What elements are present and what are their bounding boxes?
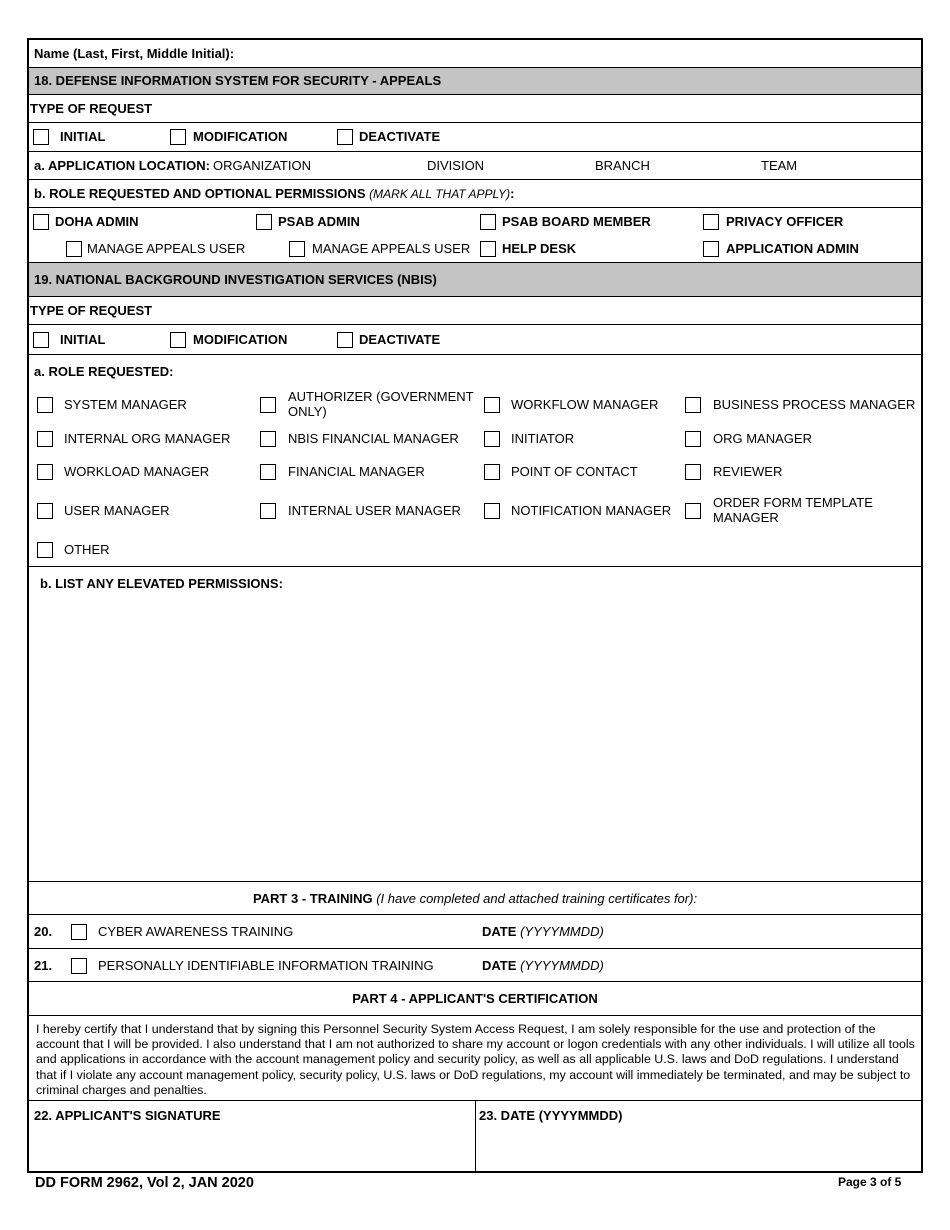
nbis-financial-manager-checkbox[interactable] [260, 431, 276, 447]
authorizer-label: AUTHORIZER (GOVERNMENT ONLY) [288, 389, 474, 419]
elevated-permissions-label: b. LIST ANY ELEVATED PERMISSIONS: [40, 576, 283, 591]
psab-admin-label: PSAB ADMIN [278, 214, 360, 229]
internal-org-manager-label: INTERNAL ORG MANAGER [64, 431, 231, 446]
modification-label-19: MODIFICATION [193, 332, 288, 347]
doha-admin-label: DOHA ADMIN [55, 214, 139, 229]
psab-board-member-label: PSAB BOARD MEMBER [502, 214, 651, 229]
section-18-request-options [29, 123, 921, 152]
part-3-header [29, 882, 921, 915]
modification-checkbox-19[interactable] [170, 332, 186, 348]
section-19-header [29, 263, 921, 297]
item-21-number: 21. [34, 958, 53, 973]
signature-date-field[interactable] [476, 1101, 921, 1173]
cyber-awareness-checkbox[interactable] [71, 924, 87, 940]
training-row-21 [29, 949, 921, 982]
privacy-officer-label: PRIVACY OFFICER [726, 214, 844, 229]
signature-date-label: 23. DATE (YYYYMMDD) [479, 1108, 623, 1123]
point-of-contact-checkbox[interactable] [484, 464, 500, 480]
order-form-template-manager-label: ORDER FORM TEMPLATE MANAGER [713, 495, 873, 525]
name-row[interactable] [29, 40, 921, 68]
applicant-signature-label: 22. APPLICANT'S SIGNATURE [34, 1108, 221, 1123]
reviewer-checkbox[interactable] [685, 464, 701, 480]
workload-manager-checkbox[interactable] [37, 464, 53, 480]
applicant-signature-field[interactable] [29, 1101, 475, 1173]
deactivate-checkbox-19[interactable] [337, 332, 353, 348]
help-desk-checkbox[interactable] [480, 241, 496, 257]
other-checkbox[interactable] [37, 542, 53, 558]
section-18-title: 18. DEFENSE INFORMATION SYSTEM FOR SECURITY - APPEALS [34, 73, 442, 88]
initial-label: INITIAL [60, 129, 106, 144]
point-of-contact-label: POINT OF CONTACT [511, 464, 638, 479]
team-field-label: TEAM [761, 158, 798, 173]
psab-admin-checkbox[interactable] [256, 214, 272, 230]
initial-label-19: INITIAL [60, 332, 106, 347]
type-of-request-label-19: TYPE OF REQUEST [30, 303, 153, 318]
application-location-label: a. APPLICATION LOCATION: [34, 158, 210, 173]
psab-board-member-checkbox[interactable] [480, 214, 496, 230]
business-process-manager-label: BUSINESS PROCESS MANAGER [713, 397, 916, 412]
notification-manager-checkbox[interactable] [484, 503, 500, 519]
nbis-financial-manager-label: NBIS FINANCIAL MANAGER [288, 431, 459, 446]
name-label: Name (Last, First, Middle Initial): [34, 46, 235, 61]
org-manager-checkbox[interactable] [685, 431, 701, 447]
workload-manager-label: WORKLOAD MANAGER [64, 464, 210, 479]
initiator-checkbox[interactable] [484, 431, 500, 447]
other-label: OTHER [64, 542, 110, 557]
notification-manager-label: NOTIFICATION MANAGER [511, 503, 672, 518]
deactivate-label: DEACTIVATE [359, 129, 441, 144]
manage-appeals-user-label-1: MANAGE APPEALS USER [87, 241, 246, 256]
workflow-manager-label: WORKFLOW MANAGER [511, 397, 659, 412]
help-desk-label: HELP DESK [502, 241, 577, 256]
pii-training-checkbox[interactable] [71, 958, 87, 974]
section-19-type-row [29, 297, 921, 325]
org-manager-label: ORG MANAGER [713, 431, 812, 446]
system-manager-label: SYSTEM MANAGER [64, 397, 187, 412]
internal-user-manager-checkbox[interactable] [260, 503, 276, 519]
internal-org-manager-checkbox[interactable] [37, 431, 53, 447]
deactivate-checkbox[interactable] [337, 129, 353, 145]
application-admin-checkbox[interactable] [703, 241, 719, 257]
business-process-manager-checkbox[interactable] [685, 397, 701, 413]
training-row-20 [29, 915, 921, 949]
cyber-awareness-date[interactable]: DATE (YYYYMMDD) [482, 924, 604, 939]
order-form-template-manager-checkbox[interactable] [685, 503, 701, 519]
elevated-permissions-area[interactable] [29, 567, 921, 882]
manage-appeals-user-label-2: MANAGE APPEALS USER [312, 241, 471, 256]
section-19-title: 19. NATIONAL BACKGROUND INVESTIGATION SERVICES (NBIS) [34, 272, 437, 287]
reviewer-label: REVIEWER [713, 464, 783, 479]
section-18-header [29, 68, 921, 95]
branch-field-label: BRANCH [595, 158, 650, 173]
division-field-label: DIVISION [427, 158, 485, 173]
part-4-title: PART 4 - APPLICANT'S CERTIFICATION [352, 991, 598, 1006]
pii-training-label: PERSONALLY IDENTIFIABLE INFORMATION TRAINING [98, 958, 434, 973]
internal-user-manager-label: INTERNAL USER MANAGER [288, 503, 461, 518]
page-number: Page 3 of 5 [838, 1175, 902, 1189]
application-location-row[interactable] [29, 152, 921, 180]
doha-admin-checkbox[interactable] [33, 214, 49, 230]
form-identifier: DD FORM 2962, Vol 2, JAN 2020 [35, 1175, 254, 1191]
user-manager-label: USER MANAGER [64, 503, 170, 518]
manage-appeals-user-checkbox-1[interactable] [66, 241, 82, 257]
part-3-title: PART 3 - TRAINING (I have completed and attached training certificates for): [252, 891, 698, 906]
part-4-header [29, 982, 921, 1016]
authorizer-checkbox[interactable] [260, 397, 276, 413]
pii-training-date[interactable]: DATE (YYYYMMDD) [482, 958, 604, 973]
workflow-manager-checkbox[interactable] [484, 397, 500, 413]
application-admin-label: APPLICATION ADMIN [726, 241, 859, 256]
certification-row [29, 1016, 921, 1101]
signature-row [29, 1101, 921, 1173]
item-20-number: 20. [34, 924, 53, 939]
financial-manager-checkbox[interactable] [260, 464, 276, 480]
user-manager-checkbox[interactable] [37, 503, 53, 519]
type-of-request-label: TYPE OF REQUEST [30, 101, 153, 116]
section-19-roles [29, 355, 921, 567]
organization-field-label: ORGANIZATION [213, 158, 311, 173]
privacy-officer-checkbox[interactable] [703, 214, 719, 230]
modification-label: MODIFICATION [193, 129, 288, 144]
deactivate-label-19: DEACTIVATE [359, 332, 441, 347]
initiator-label: INITIATOR [511, 431, 575, 446]
form-page [27, 38, 923, 1173]
financial-manager-label: FINANCIAL MANAGER [288, 464, 425, 479]
system-manager-checkbox[interactable] [37, 397, 53, 413]
modification-checkbox[interactable] [170, 129, 186, 145]
section-18-roles [29, 208, 921, 263]
role-requested-label-19: a. ROLE REQUESTED: [34, 364, 174, 379]
cyber-awareness-label: CYBER AWARENESS TRAINING [98, 924, 294, 939]
section-18-role-label-row [29, 180, 921, 208]
section-19-request-options [29, 325, 921, 355]
initial-checkbox[interactable] [33, 129, 49, 145]
initial-checkbox-19[interactable] [33, 332, 49, 348]
manage-appeals-user-checkbox-2[interactable] [289, 241, 305, 257]
certification-text: I hereby certify that I understand that by signing this Personnel Security System Access Request, I am solely responsible for the use and protection of the account that I will be provided. I also understand that I am not authorized to share my account or logon credentials with any other individuals. I will utilize all tools and applications in accordance with the account management policy and security policy, as well as all applicable U.S. laws and DoD regulations. I understand that if I violate any account management policy, security policy, U.S. laws or DoD regulations, my account will immediately be terminated, and may be subject to criminal charges and penalties. [36, 1022, 915, 1097]
role-requested-heading: b. ROLE REQUESTED AND OPTIONAL PERMISSIONS (MARK ALL THAT APPLY): [34, 186, 515, 201]
section-18-type-row [29, 95, 921, 123]
